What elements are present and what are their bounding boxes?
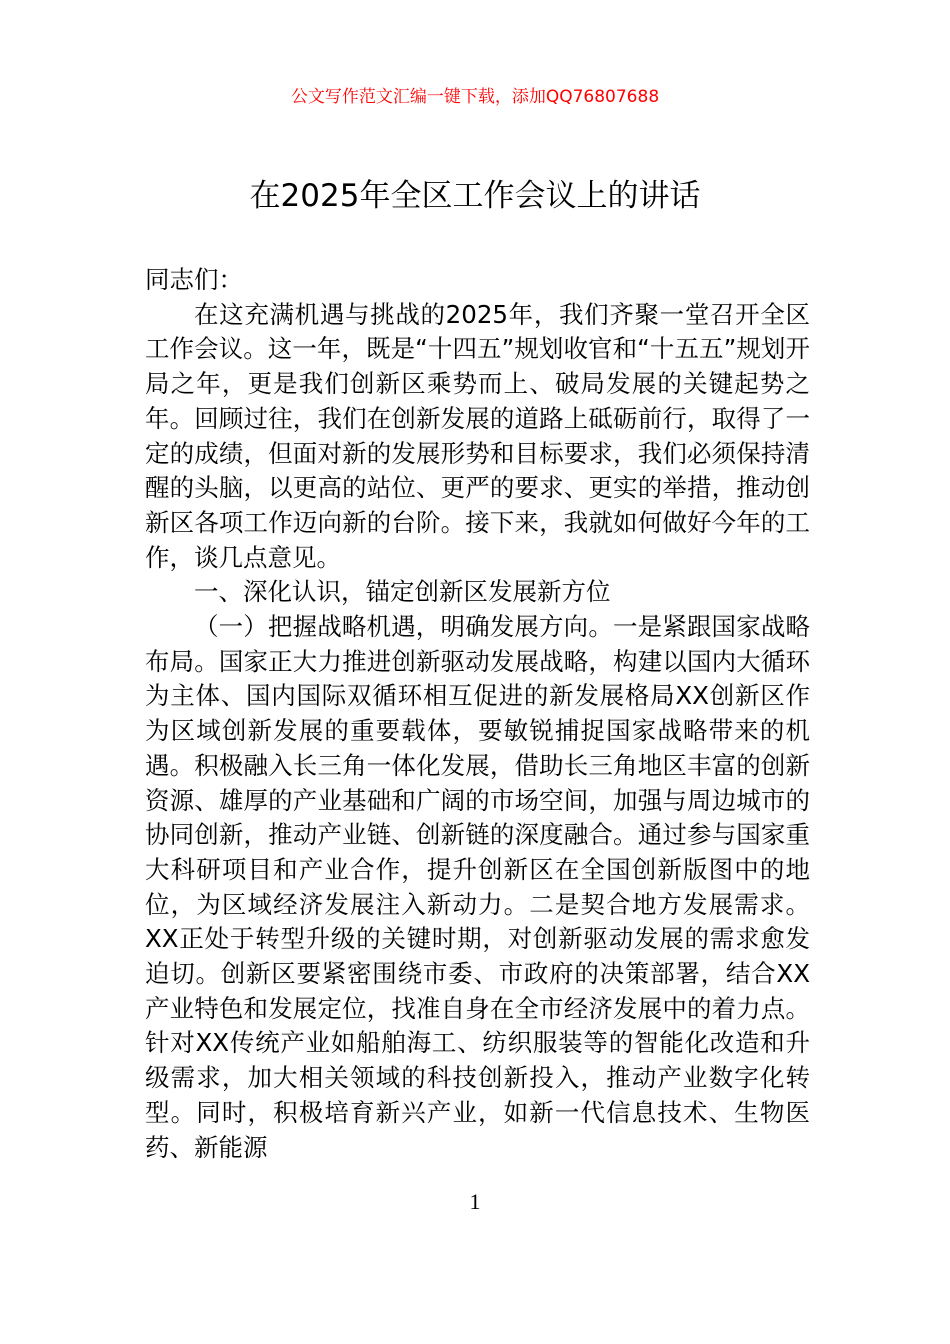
salutation: 同志们： (145, 265, 243, 294)
document-title: 在2025年全区工作会议上的讲话 (249, 178, 701, 214)
paragraph-intro: 在这充满机遇与挑战的2025年，我们齐聚一堂召开全区工作会议。这一年，既是“十四五”规划收官和“十五五”规划开局之年，更是我们创新区乘势而上、破局发展的关键起势之年。回顾过往，我们在创新发展的道路上砥砺前行，取得了一定的成绩，但面对新的发展形势和目标要求，我们必须保持清醒的头脑，以更高的站位、更严的要求、更实的举措，推动创新区各项工作迈向新的台阶。接下来，我就如何做好今年的工作，谈几点意见。 (145, 299, 810, 572)
document-body (145, 263, 810, 1165)
paragraph-section-1-1: （一）把握战略机遇，明确发展方向。一是紧跟国家战略布局。国家正大力推进创新驱动发展战略，构建以国内大循环为主体、国内国际双循环相互促进的新发展格局XX创新区作为区域创新发展的重要载体，要敏锐捕捉国家战略带来的机遇。积极融入长三角一体化发展，借助长三角地区丰富的创新资源、雄厚的产业基础和广阔的市场空间，加强与周边城市的协同创新，推动产业链、创新链的深度融合。通过参与国家重大科研项目和产业合作，提升创新区在全国创新版图中的地位，为区域经济发展注入新动力。二是契合地方发展需求。XX正处于转型升级的关键时期，对创新驱动发展的需求愈发迫切。创新区要紧密围绕市委、市政府的决策部署，结合XX产业特色和发展定位，找准自身在全市经济发展中的着力点。针对XX传统产业如船舶海工、纺织服装等的智能化改造和升级需求，加大相关领域的科技创新投入，推动产业数字化转型。同时，积极培育新兴产业，如新一代信息技术、生物医药、新能源 (145, 612, 810, 1162)
page-number: 1 (469, 1189, 481, 1214)
header-download-note: 公文写作范文汇编一键下载，添加QQ76807688 (290, 87, 660, 107)
section-heading-1: 一、深化认识，锚定创新区发展新方位 (194, 577, 611, 607)
